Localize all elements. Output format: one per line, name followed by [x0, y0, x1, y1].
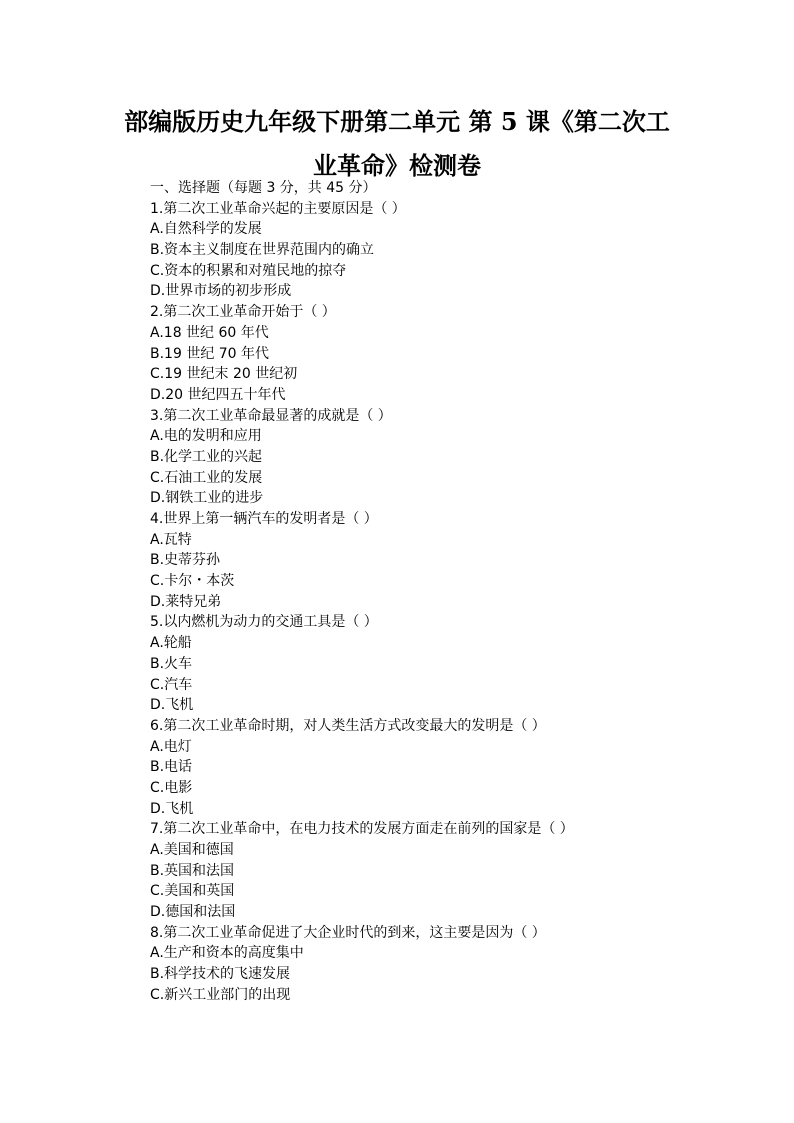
option-a: A.电灯: [150, 738, 192, 755]
question-stem: 6.第二次工业革命时期，对人类生活方式改变最大的发明是（ ）: [150, 717, 546, 734]
question-stem: 2.第二次工业革命开始于（ ）: [150, 304, 336, 321]
question-stem: 5.以内燃机为动力的交通工具是（ ）: [150, 614, 378, 631]
question-stem: 7.第二次工业革命中，在电力技术的发展方面走在前列的国家是（ ）: [150, 821, 574, 838]
option-b: B.资本主义制度在世界范围内的确立: [150, 242, 375, 259]
question-3: [150, 406, 710, 509]
option-c: C.卡尔・本茨: [150, 573, 235, 590]
option-b: B.化学工业的兴起: [150, 448, 263, 465]
question-stem: 1.第二次工业革命兴起的主要原因是（ ）: [150, 200, 406, 217]
question-5: [150, 612, 710, 715]
option-b: B.电话: [150, 759, 193, 776]
option-a: A.生产和资本的高度集中: [150, 945, 304, 962]
exam-content: [150, 178, 710, 1006]
option-a: A.美国和德国: [150, 842, 234, 858]
question-4: [150, 509, 710, 612]
option-c: C.资本的积累和对殖民地的掠夺: [150, 262, 347, 279]
section-heading: 一、选择题（每题 3 分，共 45 分）: [150, 180, 377, 196]
title-line-1: 部编版历史九年级下册第二单元 第 5 课《第二次工: [124, 107, 670, 136]
option-d: D.20 世纪四五十年代: [150, 386, 286, 403]
option-d: D.世界市场的初步形成: [150, 283, 292, 300]
option-b: B.火车: [150, 655, 193, 672]
option-b: B.英国和法国: [150, 862, 235, 879]
option-c: C.电影: [150, 779, 193, 796]
option-c: C.石油工业的发展: [150, 469, 263, 486]
question-8: [150, 923, 710, 1006]
option-a: A.自然科学的发展: [150, 221, 262, 238]
option-d: D.莱特兄弟: [150, 593, 222, 610]
option-a: A.电的发明和应用: [150, 428, 262, 445]
question-stem: 8.第二次工业革命促进了大企业时代的到来，这主要是因为（ ）: [150, 924, 546, 941]
question-2: [150, 302, 710, 405]
option-a: A.轮船: [150, 635, 192, 652]
option-c: C.19 世纪末 20 世纪初: [150, 366, 298, 383]
option-a: A.18 世纪 60 年代: [150, 324, 269, 341]
option-c: C.美国和英国: [150, 883, 235, 900]
title-line-2: 业革命》检测卷: [313, 151, 481, 180]
option-c: C.汽车: [150, 676, 193, 693]
question-stem: 3.第二次工业革命最显著的成就是（ ）: [150, 407, 392, 424]
document-title: [100, 100, 694, 188]
option-a: A.瓦特: [150, 531, 192, 548]
question-1: [150, 199, 710, 302]
option-b: B.19 世纪 70 年代: [150, 345, 270, 362]
question-7: [150, 819, 710, 922]
option-c: C.新兴工业部门的出现: [150, 986, 291, 1003]
option-d: D.钢铁工业的进步: [150, 490, 264, 507]
question-6: [150, 716, 710, 819]
option-d: D.德国和法国: [150, 904, 236, 921]
option-b: B.史蒂芬孙: [150, 552, 221, 569]
option-d: D.飞机: [150, 697, 194, 714]
option-d: D.飞机: [150, 800, 194, 817]
question-stem: 4.世界上第一辆汽车的发明者是（ ）: [150, 511, 378, 527]
option-b: B.科学技术的飞速发展: [150, 966, 291, 983]
